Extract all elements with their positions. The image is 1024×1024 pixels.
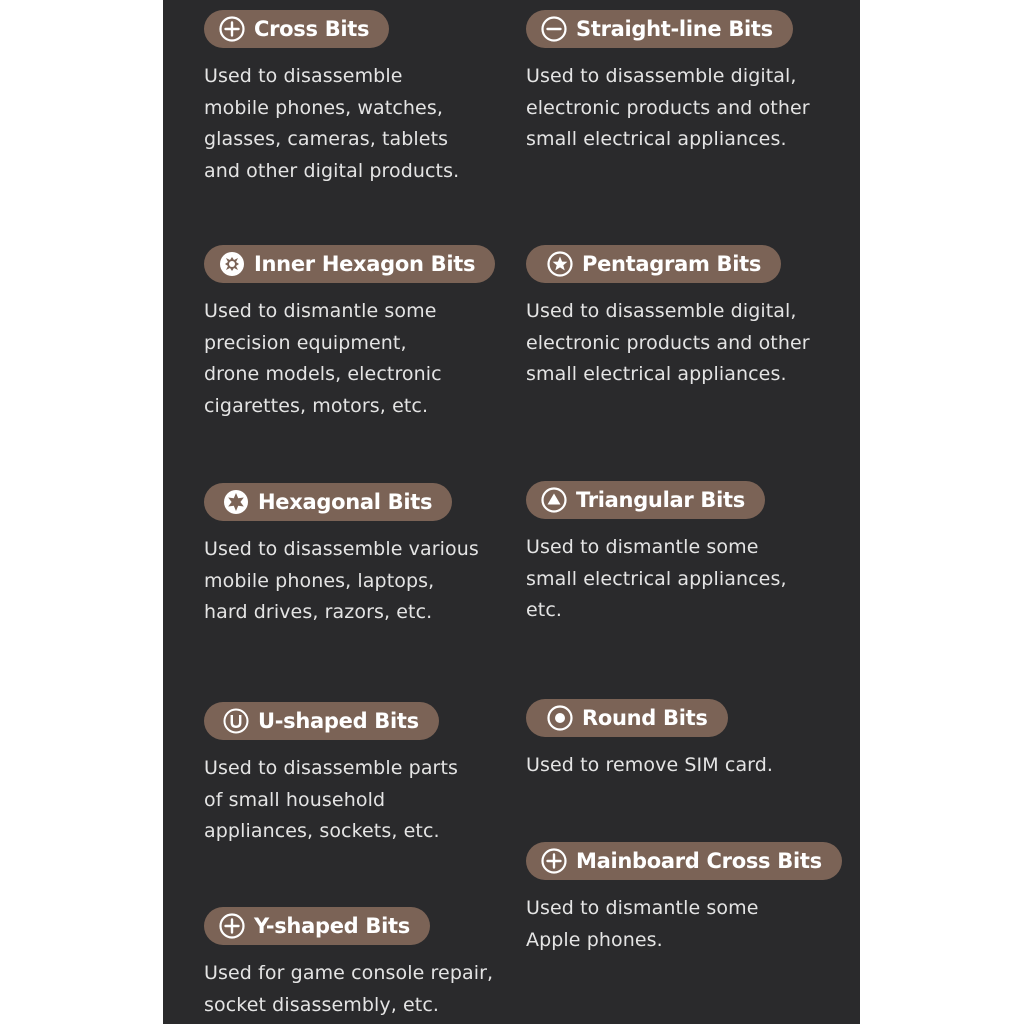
u-shaped-bit-icon [222,707,250,735]
cross-bit-icon [218,15,246,43]
bit-title: Inner Hexagon Bits [254,252,476,276]
bit-item-mainboard-cross [526,842,842,956]
bit-title-pill [204,483,452,521]
bit-item-pentagram [526,245,810,391]
mainboard-cross-bit-icon [540,847,568,875]
bit-description-line: mobile phones, laptops, [204,569,435,592]
bit-title: Mainboard Cross Bits [576,849,822,873]
bit-title-pill [526,245,781,283]
bit-item-cross [204,10,459,187]
bit-description-line: small electrical appliances. [526,128,787,151]
bit-title: Y-shaped Bits [254,914,410,938]
bit-title: Straight-line Bits [576,17,773,41]
bit-description-line: Used to disassemble digital, [526,300,797,322]
bit-description [204,61,459,187]
bit-description-line: Used to dismantle some [526,897,759,919]
bit-title-pill [204,10,389,48]
hexagonal-bit-icon [222,488,250,516]
bit-title: Triangular Bits [576,488,745,512]
bit-title: Hexagonal Bits [258,490,433,514]
bits-info-panel [163,0,860,1024]
bit-description [204,534,479,629]
bit-description-line: etc. [526,599,563,622]
bit-title-pill [204,245,495,283]
bit-description [204,296,495,422]
bit-item-hexagonal [204,483,479,629]
bit-item-y-shaped [204,907,493,1021]
bit-item-triangular [526,481,787,627]
bit-description-line: Used for game console repair, [204,962,494,984]
bit-description [204,958,493,1021]
bit-title-pill [526,842,842,880]
bit-description-line: electronic products and other [526,331,810,354]
bit-title-pill [526,699,728,737]
bit-description [526,750,773,782]
round-bit-icon [546,704,574,732]
triangular-bit-icon [540,486,568,514]
bit-title-pill [204,907,430,945]
bit-title-pill [526,10,793,48]
bit-description-line: Used to disassemble digital, [526,65,797,87]
bit-description-line: small electrical appliances. [526,363,787,386]
bit-title-pill [526,481,765,519]
bit-description [526,296,810,391]
bit-description-line: and other digital products. [204,159,460,182]
bit-description-line: drone models, electronic [204,363,442,386]
bit-description-line: mobile phones, watches, [204,96,443,119]
bit-description-line: of small household [204,788,386,811]
inner-hexagon-bit-icon [218,250,246,278]
y-shaped-bit-icon [218,912,246,940]
bit-item-straight-line [526,10,810,156]
pentagram-bit-icon [546,250,574,278]
bit-description-line: Used to disassemble [204,65,403,87]
bit-title: Round Bits [582,706,708,730]
bit-description [526,61,810,156]
bit-description-line: Used to disassemble various [204,538,479,560]
bit-description [204,753,458,848]
bit-description-line: appliances, sockets, etc. [204,820,440,843]
bit-description [526,532,787,627]
bit-title: Cross Bits [254,17,370,41]
bit-description-line: small electrical appliances, [526,567,787,590]
bit-title: Pentagram Bits [582,252,762,276]
bit-title: U-shaped Bits [258,709,419,733]
bit-item-u-shaped [204,702,458,848]
bit-description-line: Apple phones. [526,928,663,951]
bit-description-line: electronic products and other [526,96,810,119]
straight-line-bit-icon [540,15,568,43]
bit-description-line: hard drives, razors, etc. [204,601,433,624]
bit-description-line: precision equipment, [204,331,407,354]
bit-description [526,893,842,956]
bit-description-line: Used to remove SIM card. [526,754,774,776]
bit-description-line: Used to dismantle some [204,300,437,322]
bit-title-pill [204,702,439,740]
bit-description-line: Used to disassemble parts [204,757,459,779]
bit-description-line: cigarettes, motors, etc. [204,394,429,417]
bit-item-inner-hexagon [204,245,495,422]
bit-description-line: glasses, cameras, tablets [204,128,449,151]
bit-description-line: socket disassembly, etc. [204,993,440,1016]
bit-description-line: Used to dismantle some [526,536,759,558]
bit-item-round [526,699,773,782]
